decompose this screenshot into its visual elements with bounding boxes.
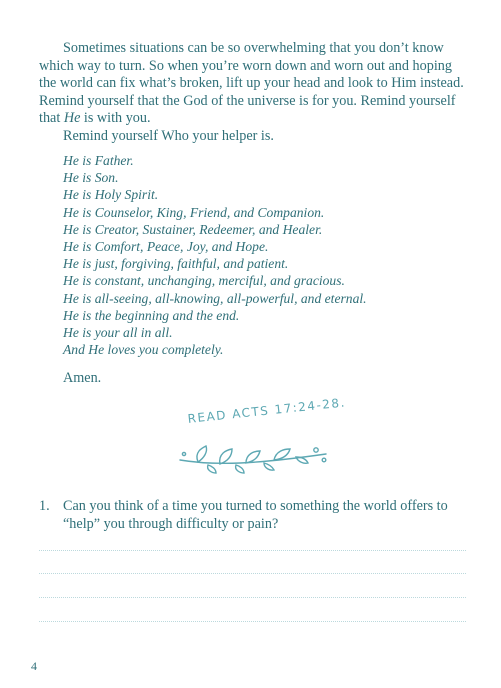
answer-line[interactable] [39, 550, 466, 551]
question-number: 1. [39, 498, 50, 514]
intro-paragraph-1-part-2: is with you. [80, 110, 151, 127]
prayer-line: He is Comfort, Peace, Joy, and Hope. [63, 239, 269, 255]
prayer-line: He is just, forgiving, faithful, and patient. [63, 256, 289, 272]
amen-text: Amen. [63, 370, 102, 386]
prayer-line: He is Son. [63, 170, 119, 186]
prayer-line: He is constant, unchanging, merciful, and gracious. [63, 273, 345, 289]
intro-paragraph-2: Remind yourself Who your helper is. [63, 127, 274, 144]
prayer-line: He is Creator, Sustainer, Redeemer, and Healer. [63, 221, 323, 237]
prayer-line: He is Father. [63, 153, 134, 168]
prayer-list [63, 152, 463, 358]
prayer-line: And He loves you completely. [63, 342, 224, 358]
intro-paragraph-1-part-1: Sometimes situations can be so overwhelming that you don’t know which way to turn. So when you’re worn down and worn out and hoping the world can fix what’s broken, lift up your head and look to Him instead. Remind yourself that the God of the universe is for you. Remind yourself that [39, 40, 464, 127]
prayer-line: He is your all in all. [63, 325, 173, 341]
intro-paragraph-1 [39, 40, 469, 128]
reading-label: READ ACTS 17:24-28. [187, 395, 347, 426]
prayer-line: He is all-seeing, all-knowing, all-powerful, and eternal. [63, 290, 367, 306]
question-1 [39, 497, 469, 533]
intro-paragraph-1-emphasis: He [63, 110, 81, 127]
prayer-line: He is the beginning and the end. [63, 307, 240, 323]
answer-line[interactable] [39, 597, 466, 598]
leaf-branch-icon [176, 440, 336, 474]
answer-line[interactable] [39, 573, 466, 574]
prayer-line: He is Counselor, King, Friend, and Companion. [63, 204, 325, 220]
answer-line[interactable] [39, 621, 466, 622]
question-text: Can you think of a time you turned to something the world offers to “help” you through difficulty or pain? [63, 498, 448, 532]
page-number: 4 [31, 659, 37, 673]
intro-text [39, 40, 469, 146]
prayer-line: He is Holy Spirit. [63, 187, 159, 203]
